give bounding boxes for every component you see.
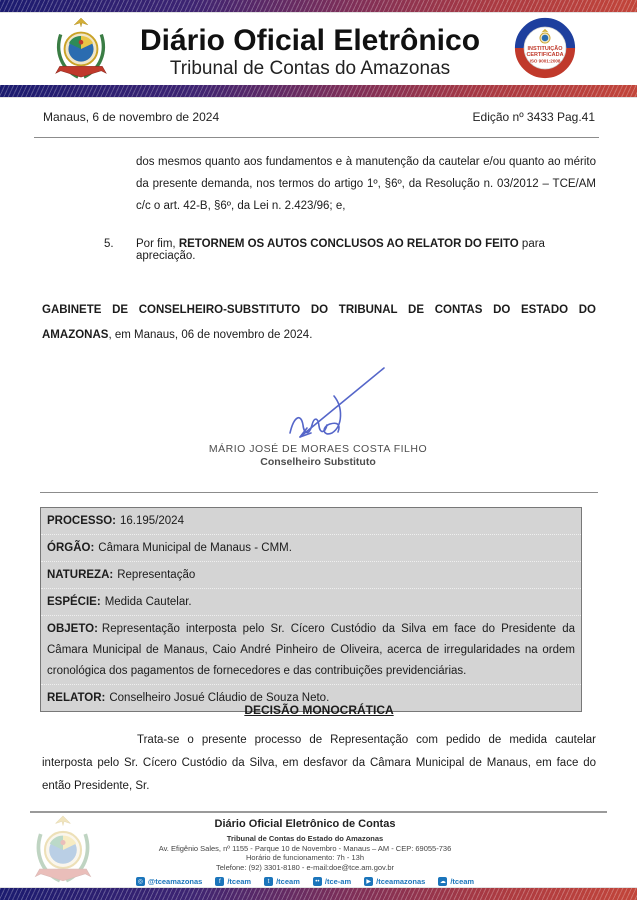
tce-coat-of-arms-logo (52, 16, 110, 87)
process-row-objeto (41, 616, 581, 685)
youtube-icon: ▶ (364, 877, 373, 886)
social-handle: /tce-am (324, 877, 352, 886)
row-label: ESPÉCIE: (47, 596, 101, 608)
page-title: Diário Oficial Eletrônico (139, 24, 481, 57)
item5-suffix: para apreciação. (136, 238, 545, 262)
list-item-5-text (136, 238, 606, 262)
decision-paragraph: Trata-se o presente processo de Representação com pedido de medida cautelar interposta pelo Sr. Cícero Custódio da Silva, em desfavor da Câmara Municipal de Manaus, em face do então Presidente, Sr. (42, 734, 596, 792)
row-value: Medida Cautelar. (104, 596, 192, 608)
row-value: Representação (117, 569, 196, 581)
social-handle: /tceam (227, 877, 252, 886)
header-divider (34, 137, 599, 138)
process-info-box (40, 507, 582, 712)
signer-role: Conselheiro Substituto (260, 456, 376, 468)
footer-org-name: Tribunal de Contas do Estado do Amazonas (226, 834, 384, 843)
gabinete-paragraph (42, 298, 596, 348)
chevron-band-top (0, 0, 637, 13)
list-item-5-number: 5. (104, 238, 114, 250)
edition-page-number: Edição nº 3433 Pag.41 (472, 110, 595, 124)
footer-phone-email: Telefone: (92) 3301-8180 - e-mail:doe@tce.am.gov.br (216, 862, 394, 872)
iso-certification-seal (514, 16, 576, 85)
social-link-facebook[interactable] (215, 877, 251, 886)
publication-date: Manaus, 6 de novembro de 2024 (43, 110, 220, 124)
process-row-natureza (41, 562, 581, 589)
signer-name: MÁRIO JOSÉ DE MORAES COSTA FILHO (208, 443, 428, 455)
coat-of-arms-icon (52, 16, 110, 82)
coat-of-arms-watermark-icon (24, 815, 102, 885)
section-divider (40, 492, 598, 493)
social-handle: /tceam (450, 877, 475, 886)
svg-text:ISO 9001:2008: ISO 9001:2008 (529, 58, 561, 64)
instagram-icon: ◎ (137, 878, 144, 885)
row-value: Conselheiro Josué Cláudio de Souza Neto. (109, 692, 330, 704)
process-row-processo (41, 508, 581, 535)
decision-heading: DECISÃO MONOCRÁTICA (244, 703, 394, 717)
handwritten-signature (262, 364, 392, 451)
row-label: RELATOR: (47, 692, 106, 704)
row-value: 16.195/2024 (120, 515, 184, 527)
certification-seal-icon (514, 16, 576, 80)
svg-text:INSTITUIÇÃO: INSTITUIÇÃO (527, 45, 563, 52)
signature-icon (262, 364, 392, 446)
social-link-flickr[interactable] (313, 877, 351, 886)
row-label: ÓRGÃO: (47, 542, 95, 554)
twitter-icon: t (264, 877, 273, 886)
social-handle: /tceam (276, 877, 300, 886)
footer-divider (30, 811, 607, 813)
body-paragraph-continuation: dos mesmos quanto aos fundamentos e à manutenção da cautelar e/ou quanto ao mérito da presente demanda, nos termos do artigo 1º, §6º, da Resolução n. 03/2012 – TCE/AM c/c o art. 42-B, §6º, da Lei n. 2.423/96; e, (136, 156, 596, 212)
footer-address: Av. Efigênio Sales, nº 1155 - Parque 10 de Novembro - Manaus – AM - CEP: 69055-736 (158, 843, 452, 853)
flickr-icon: •• (313, 877, 322, 886)
soundcloud-icon: ☁ (439, 878, 446, 885)
footer-watermark-logo (24, 815, 102, 890)
svg-text:CERTIFICADA: CERTIFICADA (526, 52, 564, 59)
process-row-orgao (41, 535, 581, 562)
gabinete-bold: GABINETE DE CONSELHEIRO-SUBSTITUTO DO TRIBUNAL DE CONTAS DO ESTADO DO AMAZONAS (42, 304, 596, 341)
row-value: Representação interposta pelo Sr. Cícero Custódio da Silva em face do Presidente da Câmara Municipal de Manaus, Caio André Pinheiro de Oliveira, acerca de irregularidades na ordem cronológica dos pagamentos de fornecedores e das contribuições previdenciárias. (47, 623, 575, 677)
social-link-soundcloud[interactable] (438, 877, 474, 886)
social-handle: @tceamazonas (147, 877, 203, 886)
footer-social-row (100, 877, 510, 886)
social-link-youtube[interactable] (364, 877, 425, 886)
social-handle: /tceamazonas (376, 877, 426, 886)
item5-bold-order: RETORNEM OS AUTOS CONCLUSOS AO RELATOR DO FEITO (178, 238, 519, 250)
row-label: OBJETO: (47, 623, 98, 635)
gabinete-rest: , em Manaus, 06 de novembro de 2024. (108, 329, 313, 341)
process-row-especie (41, 589, 581, 616)
row-value: Câmara Municipal de Manaus - CMM. (98, 542, 292, 554)
facebook-icon: f (215, 877, 224, 886)
social-link-instagram[interactable] (136, 877, 202, 886)
footer-info-block (100, 818, 510, 886)
item5-prefix: Por fim, (136, 238, 179, 250)
footer-title: Diário Oficial Eletrônico de Contas (214, 818, 396, 830)
row-label: PROCESSO: (47, 515, 117, 527)
row-label: NATUREZA: (47, 569, 114, 581)
social-link-twitter[interactable] (264, 877, 300, 886)
page-subtitle: Tribunal de Contas do Amazonas (169, 58, 451, 79)
footer-hours: Horário de funcionamento: 7h - 13h (246, 853, 364, 862)
